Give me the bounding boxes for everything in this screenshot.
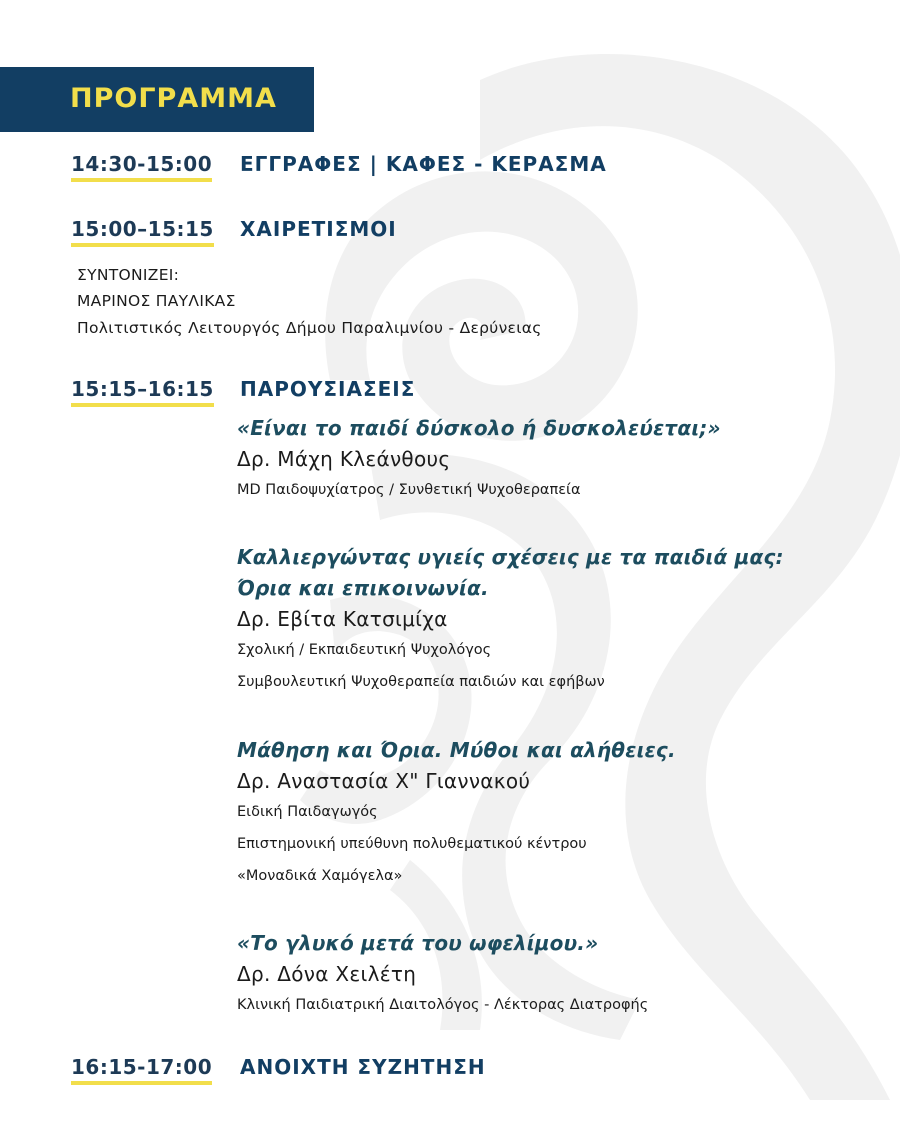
banner-title: ΠΡΟΓΡΑΜΜΑ — [70, 83, 277, 114]
program-banner — [0, 67, 314, 132]
talk-role: Επιστημονική υπεύθυνη πολυθεματικού κέντρου — [237, 836, 587, 852]
talk-title: Όρια και επικοινωνία. — [237, 576, 489, 600]
heading-registration: ΕΓΓΡΑΦΕΣ | ΚΑΦΕΣ - ΚΕΡΑΣΜΑ — [240, 152, 607, 176]
talk-role: «Μοναδικά Χαμόγελα» — [237, 868, 403, 884]
heading-presentations: ΠΑΡΟΥΣΙΑΣΕΙΣ — [240, 377, 416, 401]
talk-speaker: Δρ. Αναστασία Χ" Γιαννακού — [237, 769, 531, 793]
talk-role: Ειδική Παιδαγωγός — [237, 804, 378, 820]
talk-role: Κλινική Παιδιατρική Διαιτολόγος - Λέκτορας Διατροφής — [237, 997, 649, 1013]
heading-discussion: ΑΝΟΙΧΤΗ ΣΥΖΗΤΗΣΗ — [240, 1055, 486, 1079]
talk-speaker: Δρ. Μάχη Κλεάνθους — [237, 447, 451, 471]
talk-role: Συμβουλευτική Ψυχοθεραπεία παιδιών και εφήβων — [237, 674, 605, 690]
talk-speaker: Δρ. Δόνα Χειλέτη — [237, 962, 417, 986]
time-presentations: 15:15–16:15 — [71, 377, 214, 407]
talk-title: «Είναι το παιδί δύσκολο ή δυσκολεύεται;» — [237, 416, 721, 440]
moderator-label: ΣΥΝΤΟΝΙΖΕΙ: — [77, 266, 180, 284]
talk-title: Μάθηση και Όρια. Μύθοι και αλήθειες. — [237, 738, 676, 762]
talk-title: Καλλιεργώντας υγιείς σχέσεις με τα παιδιά μας: — [237, 545, 784, 569]
time-greetings: 15:00–15:15 — [71, 217, 214, 247]
time-discussion: 16:15-17:00 — [71, 1055, 212, 1085]
heading-greetings: ΧΑΙΡΕΤΙΣΜΟΙ — [240, 217, 397, 241]
talk-3 — [237, 735, 887, 892]
time-registration: 14:30-15:00 — [71, 152, 212, 182]
talk-role: Σχολική / Εκπαιδευτική Ψυχολόγος — [237, 642, 492, 658]
talk-role: MD Παιδοψυχίατρος / Συνθετική Ψυχοθεραπεία — [237, 482, 581, 498]
talk-title: «Το γλυκό μετά του ωφελίμου.» — [237, 931, 599, 955]
moderator-name: ΜΑΡΙΝΟΣ ΠΑΥΛΙΚΑΣ — [77, 292, 236, 310]
talk-2 — [237, 542, 887, 698]
talk-4 — [237, 928, 887, 1021]
moderator-role: Πολιτιστικός Λειτουργός Δήμου Παραλιμνίου - Δερύνειας — [77, 319, 542, 337]
talk-1 — [237, 413, 887, 506]
talk-speaker: Δρ. Εβίτα Κατσιμίχα — [237, 607, 448, 631]
